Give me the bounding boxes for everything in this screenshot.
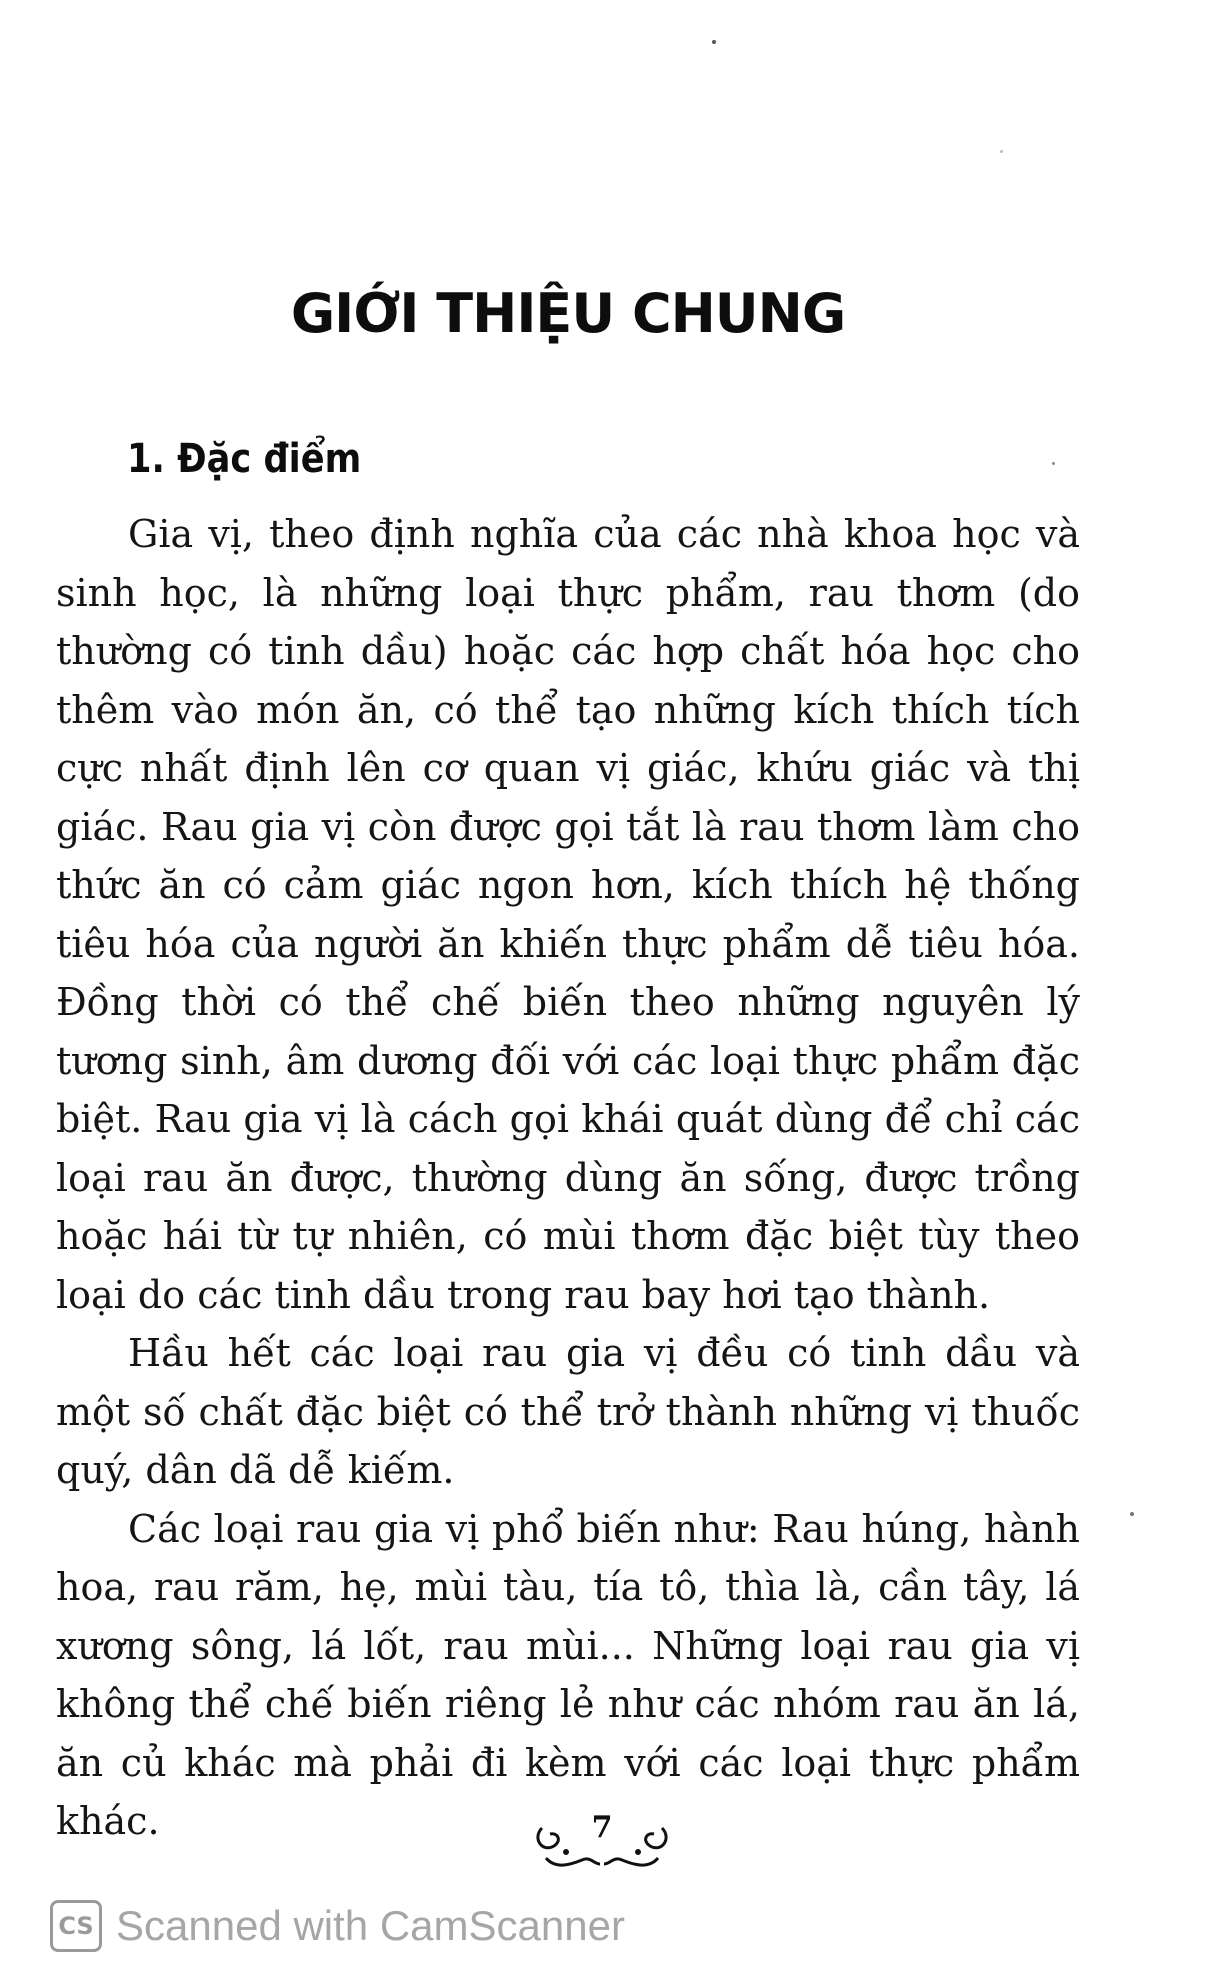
section-heading: 1. Đặc điểm — [127, 436, 362, 482]
watermark-text: Scanned with CamScanner — [116, 1902, 625, 1949]
paragraph: Gia vị, theo định nghĩa của các nhà khoa học và sinh học, là những loại thực phẩm, rau thơm (do thường có tinh dầu) hoặc các hợp chất hóa học cho thêm vào món ăn, có thể tạo những kích thích tích cực nhất định lên cơ quan vị giác, khứu giác và thị giác. Rau gia vị còn được gọi tắt là rau thơm làm cho thức ăn có cảm giác ngon hơn, kích thích hệ thống tiêu hóa của người ăn khiến thực phẩm dễ tiêu hóa. Đồng thời có thể chế biến theo những nguyên lý tương sinh, âm dương đối với các loại thực phẩm đặc biệt. Rau gia vị là cách gọi khái quát dùng để chỉ các loại rau ăn được, thường dùng ăn sống, được trồng hoặc hái từ tự nhiên, có mùi thơm đặc biệt tùy theo loại do các tinh dầu trong rau bay hơi tạo thành. — [56, 512, 1080, 1317]
scan-speck — [1130, 1512, 1134, 1516]
scan-speck — [1000, 150, 1003, 153]
camscanner-logo-icon: CS — [50, 1900, 102, 1952]
camscanner-watermark — [50, 1896, 625, 1956]
paragraph: Các loại rau gia vị phổ biến như: Rau húng, hành hoa, rau răm, hẹ, mùi tàu, tía tô, thìa là, cần tây, lá xương sông, lá lốt, rau mùi... Những loại rau gia vị không thể chế biến riêng lẻ như các nhóm rau ăn lá, ăn củ khác mà phải đi kèm với các loại thực phẩm khác. — [56, 1506, 1080, 1843]
scan-speck — [712, 40, 716, 44]
page-number: 7 — [591, 1810, 613, 1845]
page-title: GIỚI THIỆU CHUNG — [290, 282, 846, 345]
scan-speck — [1052, 462, 1055, 465]
paragraph: Hầu hết các loại rau gia vị đều có tinh dầu và một số chất đặc biệt có thể trở thành những vị thuốc quý, dân dã dễ kiếm. — [56, 1331, 1080, 1492]
body-text — [56, 505, 1080, 1851]
